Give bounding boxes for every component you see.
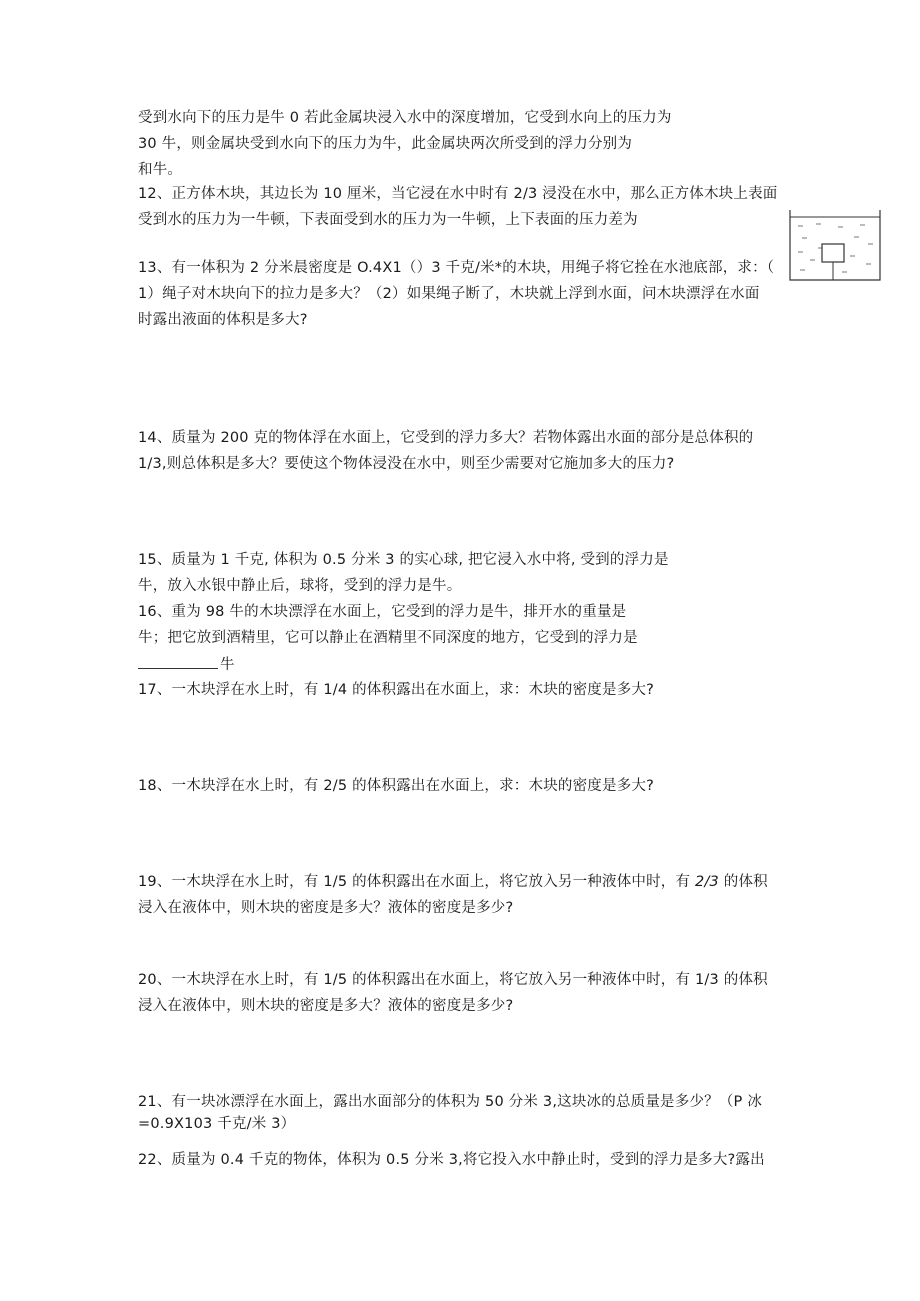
text-line bbox=[138, 654, 235, 675]
question-13: 13、有一体积为 2 分米晨密度是 O.4X1（）3 千克/米*的木块，用绳子将它拴在水池底部，求：（ bbox=[138, 260, 775, 276]
unit-text: 牛 bbox=[220, 657, 235, 673]
text-line: 受到水向下的压力是牛 0 若此金属块浸入水中的深度增加，它受到水向上的压力为 bbox=[138, 110, 672, 126]
text-line: =0.9X103 千克/米 3） bbox=[138, 1116, 296, 1132]
question-20: 20、一木块浮在水上时，有 1/5 的体积露出在水面上，将它放入另一种液体中时，有 1/3 的体积 bbox=[138, 972, 768, 988]
question-12: 12、正方体木块，其边长为 10 厘米，当它浸在水中时有 2/3 浸没在水中，那么正方体木块上表面 bbox=[138, 186, 778, 202]
text-line: 受到水的压力为一牛顿，下表面受到水的压力为一牛顿，上下表面的压力差为 bbox=[138, 212, 638, 228]
question-17: 17、一木块浮在水上时，有 1/4 的体积露出在水面上，求：木块的密度是多大? bbox=[138, 682, 654, 698]
question-15: 15、质量为 1 千克, 体积为 0.5 分米 3 的实心球, 把它浸入水中将, 受到的浮力是 bbox=[138, 552, 669, 568]
question-22: 22、质量为 0.4 千克的物体，体积为 0.5 分米 3,将它投入水中静止时，受到的浮力是多大?露出 bbox=[138, 1152, 765, 1168]
text-line: 时露出液面的体积是多大? bbox=[138, 312, 308, 328]
question-19 bbox=[138, 872, 768, 892]
text-line: 1/3,则总体积是多大？要使这个物体浸没在水中，则至少需要对它施加多大的压力? bbox=[138, 456, 675, 472]
text-line: 和牛。 bbox=[138, 162, 183, 178]
text-line: 浸入在液体中，则木块的密度是多大？液体的密度是多少? bbox=[138, 998, 514, 1014]
question-21: 21、有一块冰漂浮在水面上，露出水面部分的体积为 50 分米 3,这块冰的总质量是多少？（P 冰 bbox=[138, 1094, 763, 1110]
text-line: 浸入在液体中，则木块的密度是多大？液体的密度是多少? bbox=[138, 900, 514, 916]
text-segment: 19、一木块浮在水上时，有 1/5 的体积露出在水面上，将它放入另一种液体中时，有 bbox=[138, 874, 696, 890]
question-14: 14、质量为 200 克的物体浮在水面上，它受到的浮力多大？若物体露出水面的部分是总体积的 bbox=[138, 430, 754, 446]
text-line: 30 牛，则金属块受到水向下的压力为牛，此金属块两次所受到的浮力分别为 bbox=[138, 136, 633, 152]
text-line: 牛；把它放到酒精里，它可以静止在酒精里不同深度的地方，它受到的浮力是 bbox=[138, 630, 638, 646]
text-segment: 的体积 bbox=[718, 874, 768, 890]
text-line: 1）绳子对木块向下的拉力是多大？（2）如果绳子断了，木块就上浮到水面，问木块漂浮在水面 bbox=[138, 286, 760, 302]
question-16: 16、重为 98 牛的木块漂浮在水面上，它受到的浮力是牛，排开水的重量是 bbox=[138, 604, 627, 620]
fraction-text: 2/3 bbox=[695, 874, 719, 890]
question-18: 18、一木块浮在水上时，有 2/5 的体积露出在水面上，求：木块的密度是多大? bbox=[138, 778, 654, 794]
text-line: 牛，放入水银中静止后，球将，受到的浮力是牛。 bbox=[138, 578, 462, 594]
water-tank-figure bbox=[788, 208, 884, 284]
answer-blank bbox=[138, 654, 218, 669]
